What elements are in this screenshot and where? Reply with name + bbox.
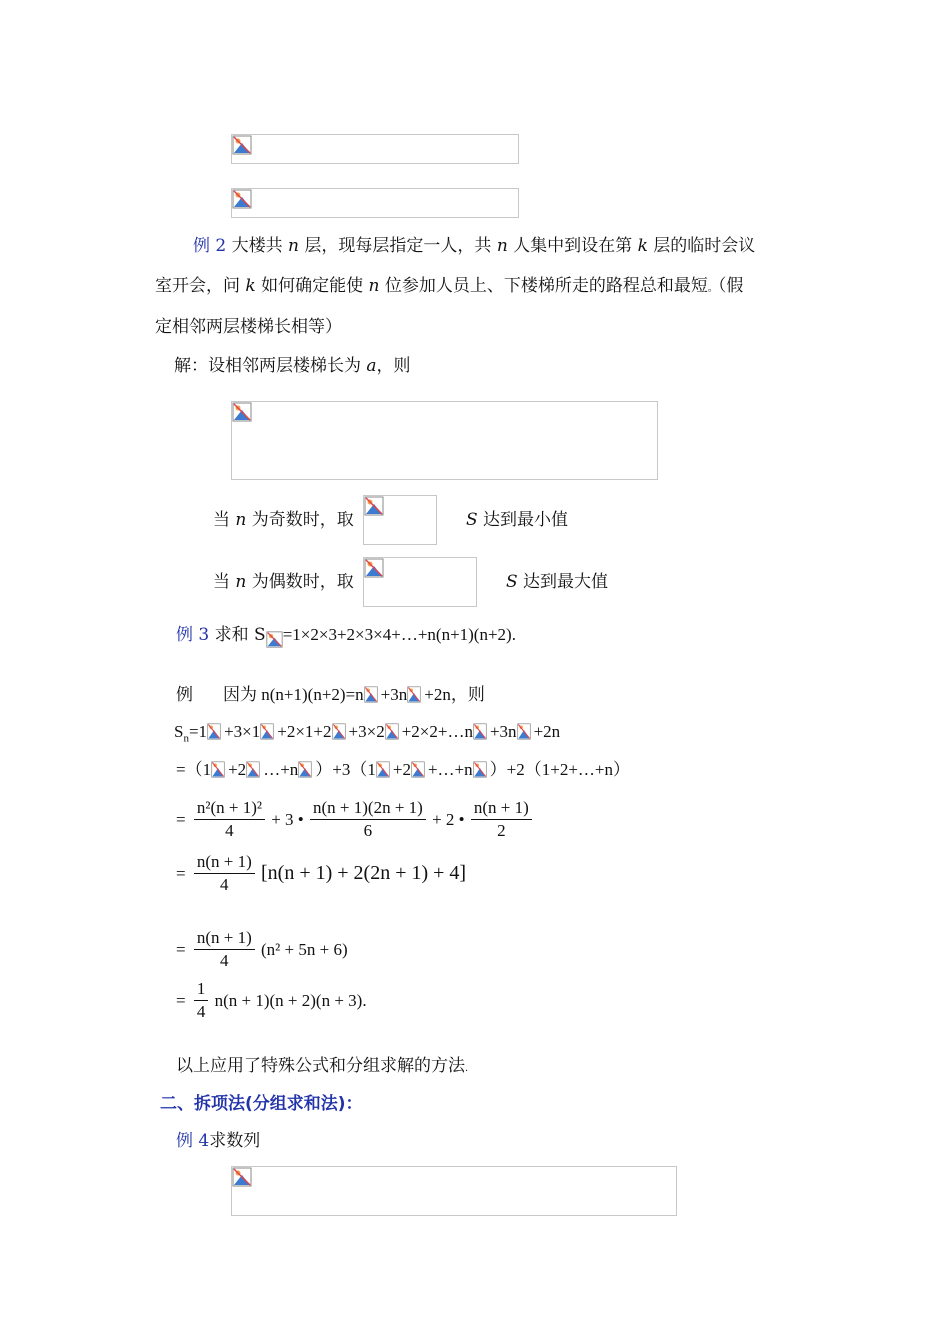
formula-row-1: = $\frac{\text{n²(n + 1)²}}{4}$ + 3 • $\frac{n(n + 1)(2n + 1)}{6}$ + 2 • $\frac{n(n + 1)}{2}$ xyxy=(176,797,534,842)
broken-image-icon xyxy=(232,402,252,422)
even-case-image xyxy=(363,557,477,607)
broken-image-icon xyxy=(364,496,384,516)
broken-image-icon xyxy=(246,761,263,778)
grouped-sum: =（1 +2 …+n ）+3（1 +2 +…+n ）+2（1+2+…+n） xyxy=(176,760,631,779)
fraction: $\frac{n(n + 1)}{4}$ xyxy=(194,851,255,896)
broken-image-icon xyxy=(211,761,228,778)
broken-image-icon xyxy=(385,723,402,740)
broken-image-icon xyxy=(407,686,424,703)
odd-case-image xyxy=(363,495,437,545)
summary-text: 以上应用了特殊公式和分组求解的方法. xyxy=(176,1056,469,1076)
broken-image-icon xyxy=(473,761,490,778)
example2-line1: 例 2 大楼共 n 层，现每层指定一人，共 n 人集中到设在第 k 层的临时会议 xyxy=(193,236,756,256)
broken-image-icon xyxy=(517,723,534,740)
solution-intro: 解：设相邻两层楼梯长为 a，则 xyxy=(174,356,411,376)
broken-image-icon xyxy=(266,631,283,648)
example4-line: 例 4求数列 xyxy=(176,1131,261,1151)
broken-image-icon xyxy=(232,1167,252,1187)
formula-row-3: = $\frac{n(n + 1)}{4}$ (n² + 5n + 6) xyxy=(176,928,348,970)
formula-image-1 xyxy=(231,134,519,164)
formula-image-example4 xyxy=(231,1166,677,1216)
odd-case-result: S 达到最小值 xyxy=(466,510,569,530)
odd-case-text: 当 n 为奇数时，取 xyxy=(213,510,354,530)
formula-image-2 xyxy=(231,188,519,218)
broken-image-icon xyxy=(411,761,428,778)
sn-expansion: $S_n=1$ +3×1 +2×1+2 +3×2 +2×2+…n +3n +2n xyxy=(174,722,561,745)
broken-image-icon xyxy=(232,135,252,155)
even-case-result: S 达到最大值 xyxy=(506,572,609,592)
fraction: $\frac{\text{n²(n + 1)²}}{4}$ xyxy=(194,797,265,842)
even-case-text: 当 n 为偶数时，取 xyxy=(213,572,354,592)
broken-image-icon xyxy=(364,686,381,703)
example2-line2: 室开会，问 k 如何确定能使 n 位参加人员上、下楼梯所走的路程总和最短。（假 xyxy=(155,276,744,296)
section-heading: 二、拆项法(分组求和法)： xyxy=(160,1094,363,1114)
formula-image-sum xyxy=(231,401,658,480)
broken-image-icon xyxy=(298,761,315,778)
broken-image-icon xyxy=(364,558,384,578)
fraction: $\frac{n(n + 1)}{2}$ xyxy=(471,797,532,842)
broken-image-icon xyxy=(473,723,490,740)
because-line: 例 因为 n(n+1)(n+2)=n +3n +2n，则 xyxy=(176,685,485,704)
fraction: $\frac{1}{4}$ xyxy=(194,978,209,1023)
fraction: $\frac{n(n + 1)(2n + 1)}{6}$ xyxy=(310,797,426,842)
broken-image-icon xyxy=(260,723,277,740)
broken-image-icon xyxy=(332,723,349,740)
example3-line: 例 3 求和 S =1×2×3+2×3×4+…+n(n+1)(n+2). xyxy=(176,624,516,648)
fraction: $\frac{n(n + 1)}{4}$ xyxy=(194,927,255,972)
example2-line3: 定相邻两层楼梯长相等） xyxy=(155,317,342,337)
formula-row-4: = $\frac{1}{4}$ n(n + 1)(n + 2)(n + 3). xyxy=(176,979,367,1021)
broken-image-icon xyxy=(232,189,252,209)
broken-image-icon xyxy=(376,761,393,778)
broken-image-icon xyxy=(207,723,224,740)
example2-label: 例 2 xyxy=(193,236,227,256)
example3-label: 例 3 xyxy=(176,625,210,645)
example4-label: 例 4 xyxy=(176,1131,210,1151)
formula-row-2: = $\frac{n(n + 1)}{4}$ [n(n + 1) + 2(2n + 1) + 4] xyxy=(176,852,467,894)
